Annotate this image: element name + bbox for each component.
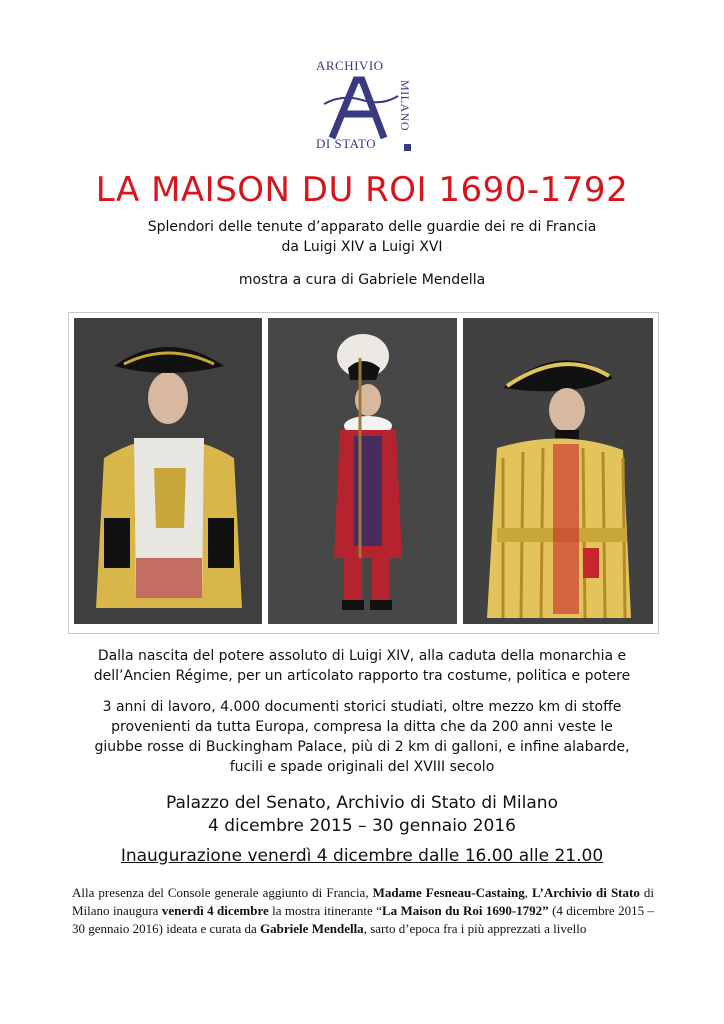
venue-line: Palazzo del Senato, Archivio di Stato di Milano bbox=[166, 793, 558, 813]
logo-bottom-text: DI STATO bbox=[316, 136, 377, 151]
costume-photo-3 bbox=[463, 318, 653, 624]
body-text-1: Alla presenza del Console generale aggiunto di Francia, bbox=[72, 885, 373, 900]
body-text-6: , sarto d’epoca fra i più apprezzati a livello bbox=[363, 921, 587, 936]
costume-photo-2 bbox=[268, 318, 457, 624]
body-text-2: , bbox=[524, 885, 533, 900]
body-text-5: (4 dicembre 2015 – 30 gennaio 2016) ideata e curata da bbox=[72, 903, 654, 936]
intro-paragraph bbox=[0, 646, 724, 686]
logo-side-text: MILANO bbox=[398, 79, 412, 131]
curator-line: mostra a cura di Gabriele Mendella bbox=[238, 272, 486, 288]
logo-square bbox=[404, 144, 411, 151]
logo-a-glyph bbox=[322, 74, 402, 140]
inauguration-line: Inaugurazione venerdì 4 dicembre dalle 16.00 alle 21.00 bbox=[120, 846, 604, 866]
subtitle-line-1: Splendori delle tenute d’apparato delle guardie dei re di Francia bbox=[147, 219, 597, 235]
body-bold-2: L’Archivio di Stato bbox=[532, 885, 640, 900]
body-bold-4: La Maison du Roi 1690-1792” bbox=[381, 903, 549, 918]
costume-photo-1 bbox=[74, 318, 262, 624]
body-bold-5: Gabriele Mendella bbox=[260, 921, 364, 936]
body-paragraph bbox=[72, 884, 654, 938]
details-line-4: fucili e spade originali del XVIII secolo bbox=[229, 759, 495, 775]
logo-top-text: ARCHIVIO bbox=[316, 58, 384, 73]
dates-line: 4 dicembre 2015 – 30 gennaio 2016 bbox=[208, 816, 516, 836]
body-bold-1: Madame Fesneau-Castaing bbox=[372, 885, 525, 900]
body-bold-3: venerdì 4 dicembre bbox=[161, 903, 269, 918]
details-paragraph bbox=[0, 697, 724, 777]
page-title: LA MAISON DU ROI 1690-1792 bbox=[95, 170, 629, 210]
intro-line-1: Dalla nascita del potere assoluto di Luigi XIV, alla caduta della monarchia e bbox=[97, 648, 627, 664]
subtitle-line-2: da Luigi XIV a Luigi XVI bbox=[281, 239, 443, 255]
intro-line-2: dell’Ancien Régime, per un articolato rapporto tra costume, politica e potere bbox=[93, 668, 631, 684]
details-line-2: provenienti da tutta Europa, compresa la ditta che da 200 anni veste le bbox=[111, 719, 613, 735]
details-line-1: 3 anni di lavoro, 4.000 documenti storici studiati, oltre mezzo km di stoffe bbox=[102, 699, 622, 715]
archivio-logo bbox=[312, 56, 412, 156]
body-text-4: la mostra itinerante “ bbox=[268, 903, 382, 918]
details-line-3: giubbe rosse di Buckingham Palace, più di 2 km di galloni, e infine alabarde, bbox=[94, 739, 630, 755]
body-text-3: di Milano inaugura bbox=[72, 885, 655, 918]
